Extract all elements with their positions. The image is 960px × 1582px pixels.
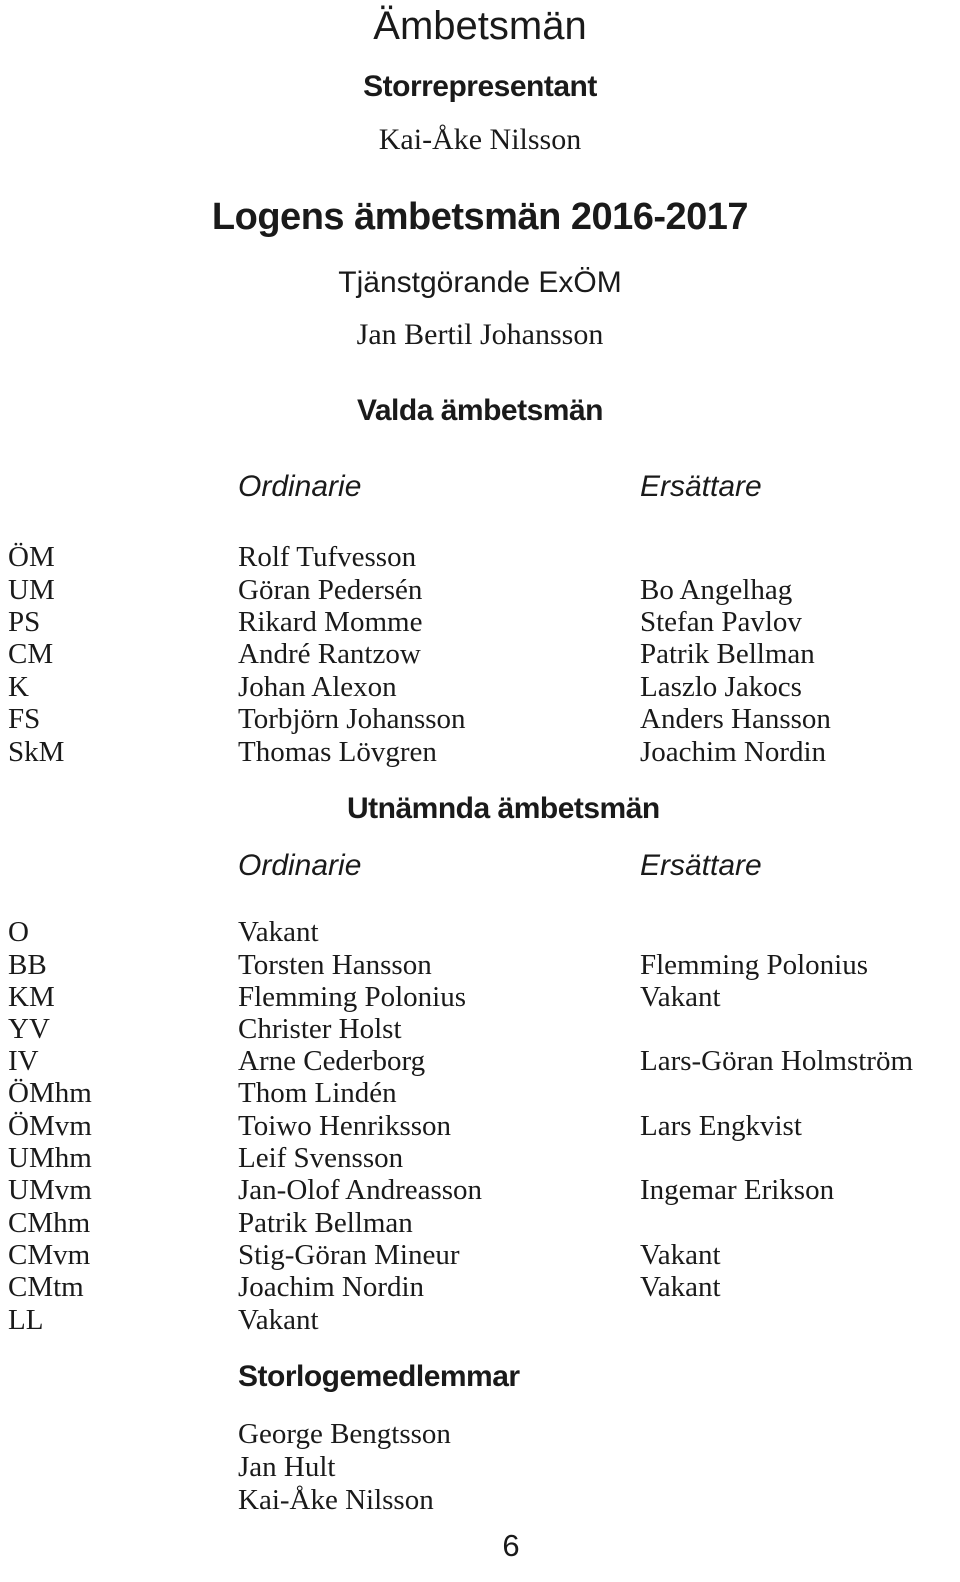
- table-row: [0, 1045, 960, 1077]
- storloge-member: Kai-Åke Nilsson: [238, 1484, 434, 1516]
- table-row: [0, 541, 960, 573]
- utnamnda-heading: Utnämnda ämbetsmän: [347, 792, 660, 825]
- exom-label: Tjänstgörande ExÖM: [338, 266, 622, 299]
- ordinarie-cell: Rolf Tufvesson: [238, 541, 417, 573]
- abbr-cell: CMhm: [8, 1207, 91, 1239]
- ersattare-cell: Lars-Göran Holmström: [640, 1045, 914, 1077]
- abbr-cell: LL: [8, 1304, 44, 1336]
- abbr-cell: CMtm: [8, 1271, 84, 1303]
- table-row: [0, 1271, 960, 1303]
- storloge-member: George Bengtsson: [238, 1418, 451, 1450]
- ersattare-cell: Lars Engkvist: [640, 1110, 802, 1142]
- ordinarie-cell: Thomas Lövgren: [238, 736, 437, 768]
- ordinarie-cell: Johan Alexon: [238, 671, 397, 703]
- storloge-heading: Storlogemedlemmar: [238, 1360, 520, 1393]
- storrepresentant-heading: Storrepresentant: [363, 70, 597, 103]
- table-row: [0, 1207, 960, 1239]
- abbr-cell: CMvm: [8, 1239, 91, 1271]
- valda-heading: Valda ämbetsmän: [357, 394, 603, 427]
- abbr-cell: K: [8, 671, 29, 703]
- table-row: [0, 1110, 960, 1142]
- table-row: [0, 1174, 960, 1206]
- ordinarie-cell: Toiwo Henriksson: [238, 1110, 452, 1142]
- table-row: [0, 949, 960, 981]
- ordinarie-cell: Patrik Bellman: [238, 1207, 413, 1239]
- page-number: 6: [502, 1528, 520, 1563]
- abbr-cell: KM: [8, 981, 55, 1013]
- table-row: [0, 916, 960, 948]
- abbr-cell: ÖMhm: [8, 1077, 92, 1109]
- exom-name: Jan Bertil Johansson: [356, 318, 604, 351]
- abbr-cell: CM: [8, 638, 54, 670]
- logens-heading: Logens ämbetsmän 2016-2017: [211, 196, 749, 238]
- abbr-cell: O: [8, 916, 29, 948]
- valda-col-ersattare: Ersättare: [640, 470, 762, 503]
- abbr-cell: SkM: [8, 736, 65, 768]
- ersattare-cell: Vakant: [640, 981, 721, 1013]
- page-title: Ämbetsmän: [373, 4, 587, 48]
- abbr-cell: FS: [8, 703, 41, 735]
- ordinarie-cell: Christer Holst: [238, 1013, 402, 1045]
- abbr-cell: YV: [8, 1013, 50, 1045]
- table-row: [0, 1142, 960, 1174]
- ersattare-cell: Patrik Bellman: [640, 638, 815, 670]
- ersattare-cell: Vakant: [640, 1271, 721, 1303]
- table-row: [0, 1013, 960, 1045]
- table-row: [0, 606, 960, 638]
- table-row: [0, 1077, 960, 1109]
- abbr-cell: ÖMvm: [8, 1110, 92, 1142]
- abbr-cell: IV: [8, 1045, 39, 1077]
- ersattare-cell: Stefan Pavlov: [640, 606, 802, 638]
- ordinarie-cell: Jan-Olof Andreasson: [238, 1174, 483, 1206]
- abbr-cell: UMhm: [8, 1142, 92, 1174]
- table-row: [0, 1239, 960, 1271]
- table-row: [0, 703, 960, 735]
- ersattare-cell: Vakant: [640, 1239, 721, 1271]
- table-row: [0, 736, 960, 768]
- abbr-cell: UM: [8, 574, 55, 606]
- ordinarie-cell: André Rantzow: [238, 638, 421, 670]
- ordinarie-cell: Vakant: [238, 1304, 319, 1336]
- abbr-cell: PS: [8, 606, 41, 638]
- ordinarie-cell: Joachim Nordin: [238, 1271, 425, 1303]
- ordinarie-cell: Torbjörn Johansson: [238, 703, 466, 735]
- abbr-cell: BB: [8, 949, 47, 981]
- ersattare-cell: Bo Angelhag: [640, 574, 793, 606]
- table-row: [0, 981, 960, 1013]
- table-row: [0, 574, 960, 606]
- ordinarie-cell: Torsten Hansson: [238, 949, 432, 981]
- valda-col-ordinarie: Ordinarie: [238, 470, 362, 503]
- storrepresentant-name: Kai-Åke Nilsson: [378, 123, 582, 156]
- ordinarie-cell: Göran Pedersén: [238, 574, 423, 606]
- utnamnda-col-ersattare: Ersättare: [640, 849, 762, 882]
- ordinarie-cell: Thom Lindén: [238, 1077, 397, 1109]
- table-row: [0, 1304, 960, 1336]
- ordinarie-cell: Leif Svensson: [238, 1142, 404, 1174]
- ersattare-cell: Anders Hansson: [640, 703, 831, 735]
- ersattare-cell: Ingemar Erikson: [640, 1174, 835, 1206]
- ersattare-cell: Flemming Polonius: [640, 949, 869, 981]
- ersattare-cell: Laszlo Jakocs: [640, 671, 802, 703]
- ordinarie-cell: Vakant: [238, 916, 319, 948]
- abbr-cell: ÖM: [8, 541, 55, 573]
- utnamnda-col-ordinarie: Ordinarie: [238, 849, 362, 882]
- table-row: [0, 671, 960, 703]
- table-row: [0, 638, 960, 670]
- ordinarie-cell: Rikard Momme: [238, 606, 423, 638]
- ordinarie-cell: Arne Cederborg: [238, 1045, 426, 1077]
- storloge-member: Jan Hult: [238, 1451, 336, 1483]
- ordinarie-cell: Stig-Göran Mineur: [238, 1239, 460, 1271]
- ersattare-cell: Joachim Nordin: [640, 736, 827, 768]
- abbr-cell: UMvm: [8, 1174, 92, 1206]
- ordinarie-cell: Flemming Polonius: [238, 981, 467, 1013]
